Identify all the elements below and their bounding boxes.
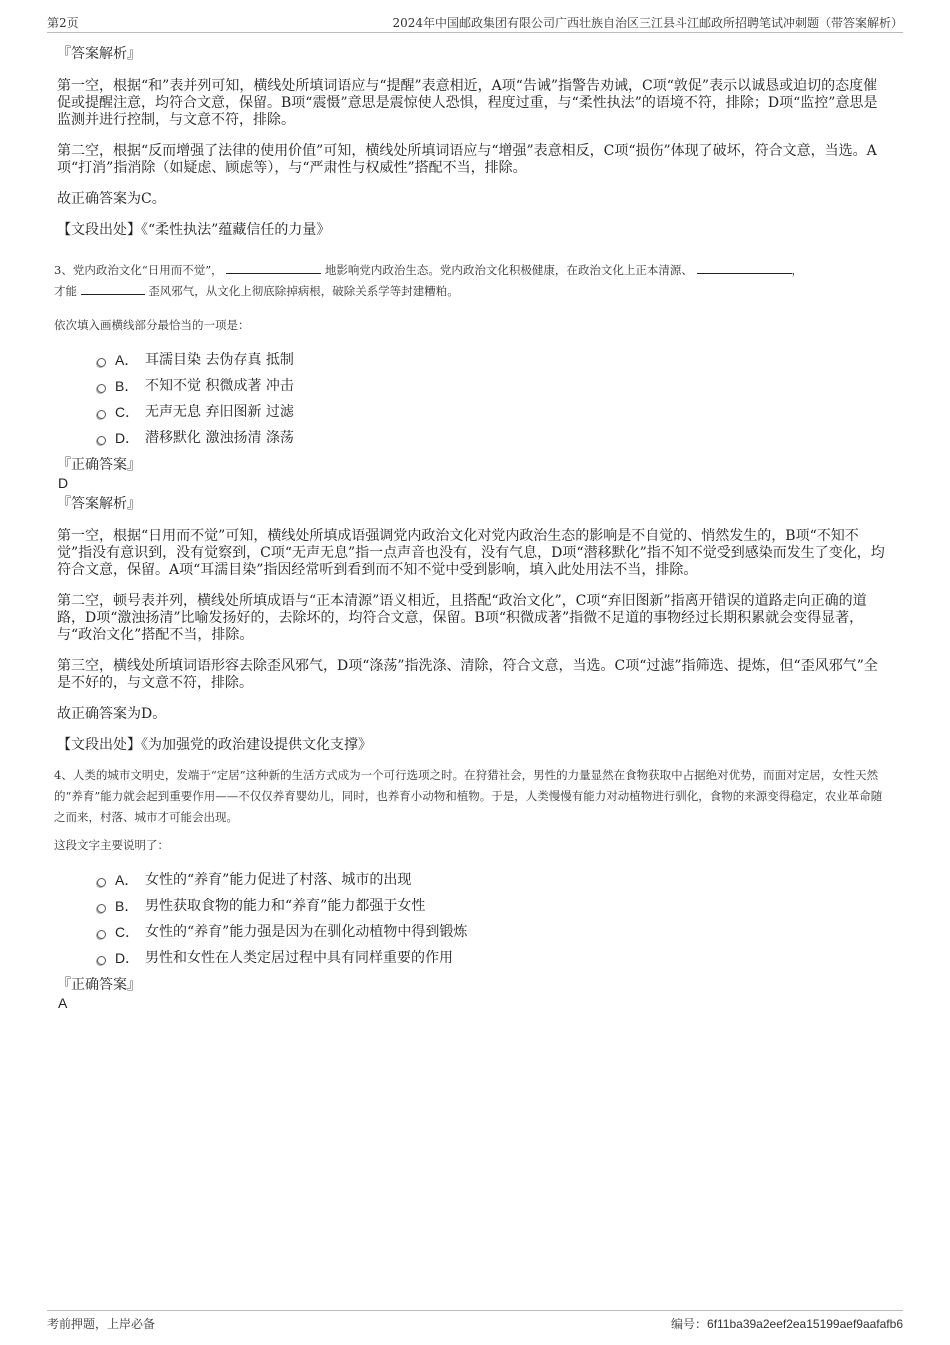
radio-icon[interactable]	[97, 956, 106, 965]
option-c[interactable]: C． 无声无息 弃旧图新 过滤	[97, 399, 890, 425]
radio-icon[interactable]	[97, 436, 106, 445]
question-3	[54, 260, 890, 755]
correct-answer: D	[58, 475, 69, 491]
stem-text: 3、党内政治文化“日用而不觉”，	[54, 263, 223, 277]
analysis-paragraph: 第二空，顿号表并列，横线处所填成语与“正本清源”语义相近，且搭配“政治文化”，C项“弃旧图新”指离开错误的道路走向正确的道路，D项“激浊扬清”比喻发扬好的，去除坏的，均符合文意，保留。B项“积微成著”指微不足道的事物经过长期积累就会变得显著，与“政治文化”搭配不当，排除。	[57, 593, 867, 643]
page-number: 第2页	[47, 16, 79, 30]
fill-blank	[81, 282, 145, 295]
source-citation: 【文段出处】《“柔性执法”蕴藏信任的力量》	[57, 222, 331, 238]
page-header	[47, 10, 903, 33]
analysis-label: 『答案解析』	[57, 46, 141, 62]
option-c[interactable]: C． 女性的“养育”能力强是因为在驯化动植物中得到锻炼	[97, 919, 890, 945]
footer-slogan: 考前押题，上岸必备	[47, 1317, 156, 1331]
option-d[interactable]: D． 男性和女性在人类定居过程中具有同样重要的作用	[97, 945, 890, 971]
radio-icon[interactable]	[97, 410, 106, 419]
analysis-paragraph: 第三空，横线处所填词语形容去除歪风邪气，D项“涤荡”指洗涤、清除，符合文意，当选。C项“过滤”指筛选、提炼，但“歪风邪气”全是不好的，与文意不符，排除。	[57, 658, 878, 691]
stem-text: 才能	[54, 284, 77, 298]
source-citation: 【文段出处】《为加强党的政治建设提供文化支撑》	[57, 737, 372, 753]
option-a[interactable]: A． 耳濡目染 去伪存真 抵制	[97, 347, 890, 373]
radio-icon[interactable]	[97, 904, 106, 913]
option-a[interactable]: A． 女性的“养育”能力促进了村落、城市的出现	[97, 867, 890, 893]
q2-analysis	[57, 44, 890, 240]
page-content	[54, 44, 890, 1012]
analysis-paragraph: 第二空，根据“反而增强了法律的使用价值”可知，横线处所填词语应与“增强”表意相反，C项“损伤”体现了破坏，符合文意，当选。A项“打消”指消除（如疑虑、顾虑等），与“严肃性与权威性”搭配不当，排除。	[57, 143, 877, 176]
page-footer	[47, 1310, 903, 1331]
stem-text: 歪风邪气，从文化上彻底除掉病根，破除关系学等封建糟粕。	[148, 284, 459, 298]
option-list	[57, 867, 890, 971]
option-list	[57, 347, 890, 451]
analysis-paragraph: 第一空，根据“和”表并列可知，横线处所填词语应与“提醒”表意相近，A项“告诫”指警告劝诫，C项“敦促”表示以诚恳或迫切的态度催促或提醒注意，均符合文意，保留。B项“震慑”意思是震惊使人恐惧，程度过重，与“柔性执法”的语境不符，排除；D项“监控”意思是监测并进行控制，与文意不符，排除。	[57, 78, 878, 128]
fill-blank	[226, 261, 321, 274]
option-b[interactable]: B． 男性获取食物的能力和“养育”能力都强于女性	[97, 893, 890, 919]
radio-icon[interactable]	[97, 878, 106, 887]
document-id: 编号：6f11ba39a2eef2ea15199aef9aafafb6	[671, 1317, 903, 1331]
question-stem	[54, 260, 890, 302]
question-prompt: 这段文字主要说明了：	[54, 838, 169, 852]
correct-answer: A	[58, 995, 68, 1011]
correct-answer-label: 『正确答案』	[57, 977, 141, 993]
stem-text: 地影响党内政治生态。党内政治文化积极健康，在政治文化上正本清源、	[324, 263, 693, 277]
question-stem: 4、人类的城市文明史，发端于“定居”这种新的生活方式成为一个可行选项之时。在狩猎社会，男性的力量显然在食物获取中占据绝对优势，而面对定居，女性天然的“养育”能力就会起到重要作用——不仅仅养育婴幼儿，同时，也养育小动物和植物。于是，人类慢慢有能力对动植物进行驯化，食物的来源变得稳定，农业革命随之而来，村落、城市才可能会出现。	[54, 768, 883, 824]
fill-blank	[697, 261, 792, 274]
analysis-label: 『答案解析』	[57, 496, 141, 512]
document-title: 2024年中国邮政集团有限公司广西壮族自治区三江县斗江邮政所招聘笔试冲刺题（带答案解析）	[392, 16, 903, 30]
option-b[interactable]: B． 不知不觉 积微成著 冲击	[97, 373, 890, 399]
analysis-conclusion: 故正确答案为D。	[57, 706, 167, 722]
stem-text: ，	[791, 263, 804, 277]
question-prompt: 依次填入画横线部分最恰当的一项是：	[54, 318, 250, 332]
question-4	[54, 765, 890, 1012]
radio-icon[interactable]	[97, 384, 106, 393]
analysis-conclusion: 故正确答案为C。	[57, 191, 166, 207]
radio-icon[interactable]	[97, 358, 106, 367]
correct-answer-label: 『正确答案』	[57, 457, 141, 473]
radio-icon[interactable]	[97, 930, 106, 939]
option-d[interactable]: D． 潜移默化 激浊扬清 涤荡	[97, 425, 890, 451]
analysis-paragraph: 第一空，根据“日用而不觉”可知，横线处所填成语强调党内政治文化对党内政治生态的影响是不自觉的、悄然发生的，B项“不知不觉”指没有意识到，没有觉察到，C项“无声无息”指一点声音也没有，没有气息，D项“潜移默化”指不知不觉受到感染而发生了变化，均符合文意，保留。A项“耳濡目染”指因经常听到看到而不知不觉中受到影响，填入此处用法不当，排除。	[57, 528, 885, 578]
